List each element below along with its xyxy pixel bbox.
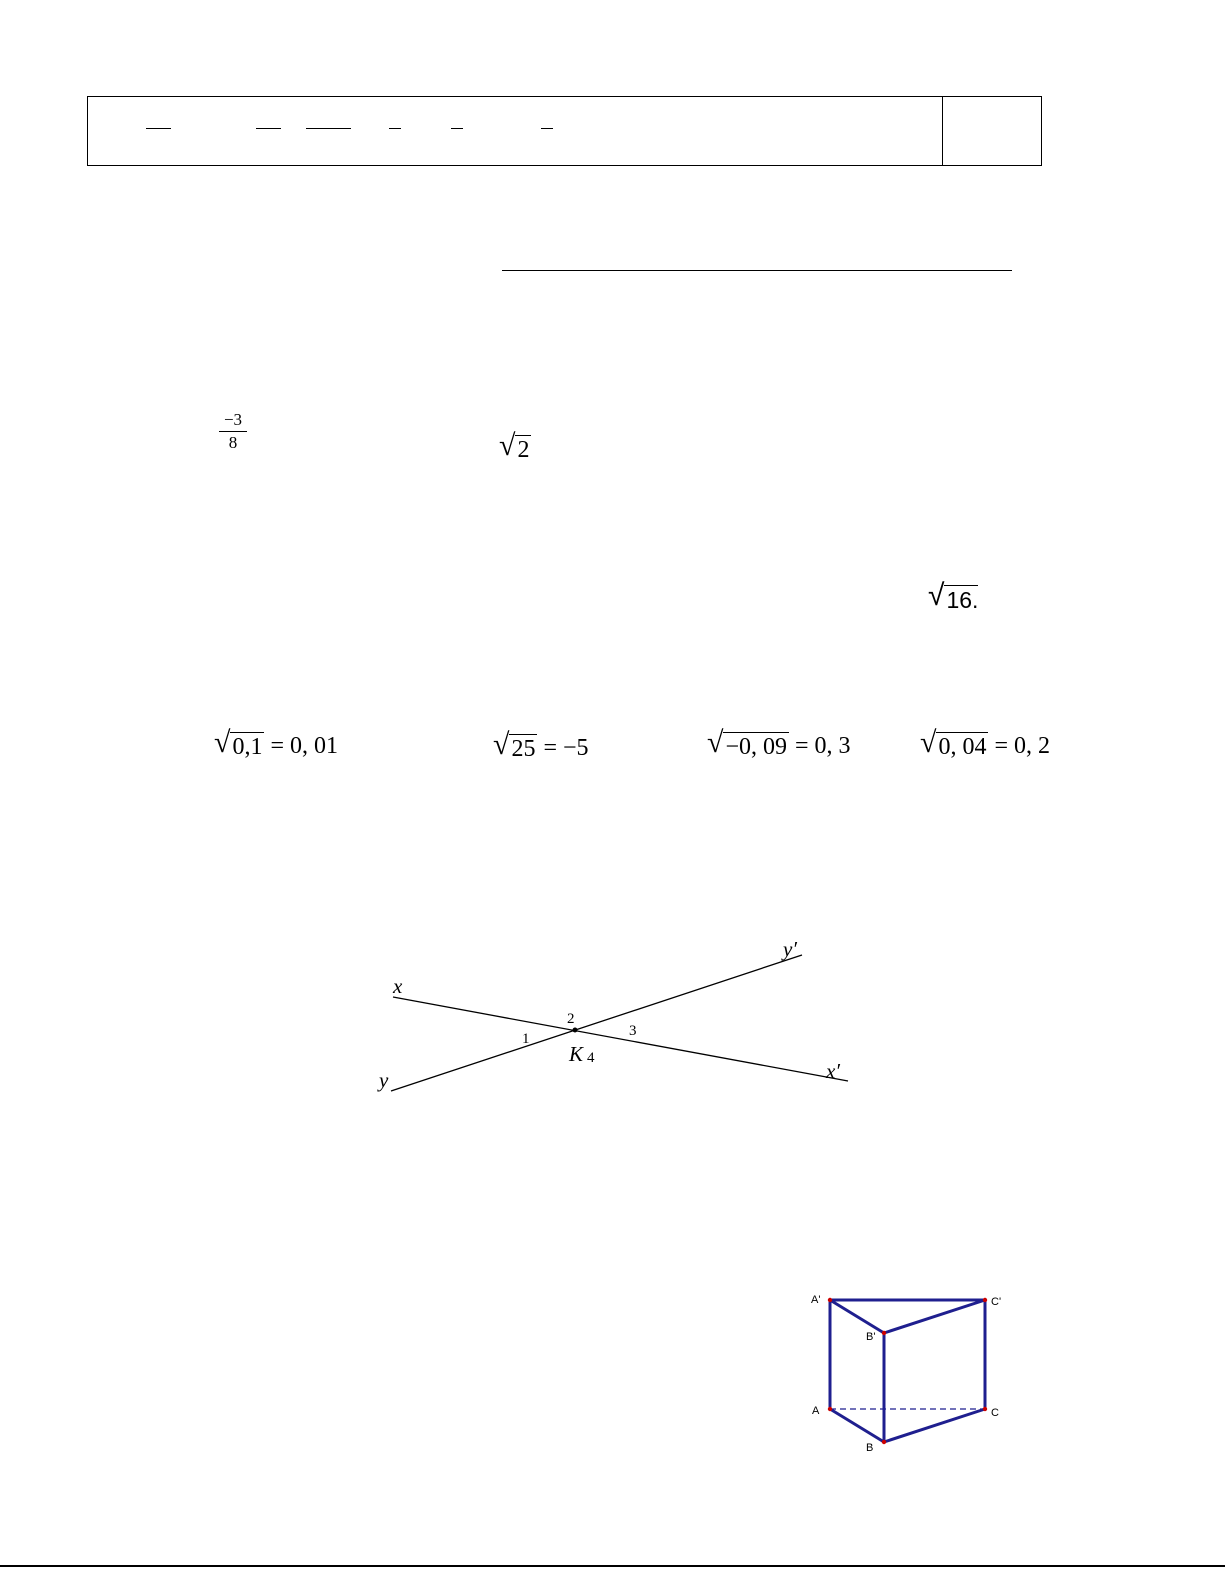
option-c-radicand: −0, 09 — [725, 734, 788, 760]
option-a — [214, 726, 339, 761]
edge-b-prime-c-prime — [884, 1300, 985, 1333]
sqrt-sixteen — [928, 579, 979, 614]
label-a: A — [812, 1405, 820, 1417]
line-y-y-prime — [391, 955, 802, 1091]
radical-sign: √ — [214, 726, 231, 759]
label-angle-2: 2 — [567, 1011, 575, 1027]
option-a-rhs: = 0, 01 — [270, 733, 339, 759]
label-y-prime: y′ — [783, 937, 797, 961]
edge-b-c — [884, 1409, 985, 1442]
label-angle-4: 4 — [587, 1050, 595, 1066]
option-b — [493, 728, 589, 763]
header-fraction-bar-5 — [451, 128, 463, 129]
option-a-radicand: 0,1 — [232, 734, 263, 760]
label-a-prime: A' — [811, 1294, 821, 1306]
label-angle-3: 3 — [629, 1023, 637, 1039]
option-d-radicand: 0, 04 — [938, 734, 987, 760]
vertex-b-prime — [882, 1331, 886, 1335]
fraction-denominator: 8 — [228, 433, 238, 452]
radical-sign: √ — [493, 728, 510, 761]
header-box — [87, 96, 1042, 166]
fraction-minus-three-eighths — [219, 411, 247, 452]
label-x: x — [393, 974, 403, 998]
header-fraction-bar-2 — [256, 128, 281, 129]
radical-sign: √ — [499, 429, 516, 462]
radicand: 16. — [946, 587, 979, 613]
edge-a-b — [830, 1409, 884, 1442]
label-b-prime: B' — [866, 1331, 876, 1343]
page-bottom-rule — [0, 1565, 1225, 1567]
option-c — [707, 726, 851, 761]
answer-underline — [502, 270, 1012, 271]
vertex-a-prime — [828, 1298, 832, 1302]
label-y: y — [379, 1068, 389, 1092]
option-d-rhs: = 0, 2 — [994, 733, 1051, 759]
point-k — [573, 1028, 578, 1033]
label-x-prime: x′ — [826, 1059, 840, 1083]
angle-figure — [370, 930, 860, 1105]
header-fraction-bar-1 — [146, 128, 171, 129]
header-fraction-bar-3 — [306, 128, 351, 129]
label-c: C — [991, 1407, 999, 1419]
option-d — [920, 726, 1051, 761]
label-c-prime: C' — [991, 1296, 1002, 1308]
vertex-c — [983, 1407, 987, 1411]
label-b: B — [866, 1442, 874, 1454]
radical-sign: √ — [928, 579, 945, 612]
option-b-rhs: = −5 — [543, 735, 589, 761]
label-k: K — [569, 1042, 584, 1066]
prism-figure — [800, 1285, 1020, 1460]
vertex-c-prime — [983, 1298, 987, 1302]
fraction-numerator: −3 — [223, 410, 243, 429]
label-angle-1: 1 — [522, 1031, 530, 1047]
fraction-bar — [219, 431, 247, 432]
header-divider — [942, 96, 943, 166]
option-b-radicand: 25 — [511, 736, 536, 762]
radical-sign: √ — [707, 726, 724, 759]
edge-a-prime-b-prime — [830, 1300, 884, 1333]
vertex-b — [882, 1440, 886, 1444]
radicand: 2 — [517, 437, 530, 463]
radical-sign: √ — [920, 726, 937, 759]
header-fraction-bar-4 — [389, 128, 401, 129]
vertex-a — [828, 1407, 832, 1411]
header-fraction-bar-6 — [541, 128, 553, 129]
sqrt-two — [499, 429, 531, 464]
option-c-rhs: = 0, 3 — [795, 733, 851, 759]
